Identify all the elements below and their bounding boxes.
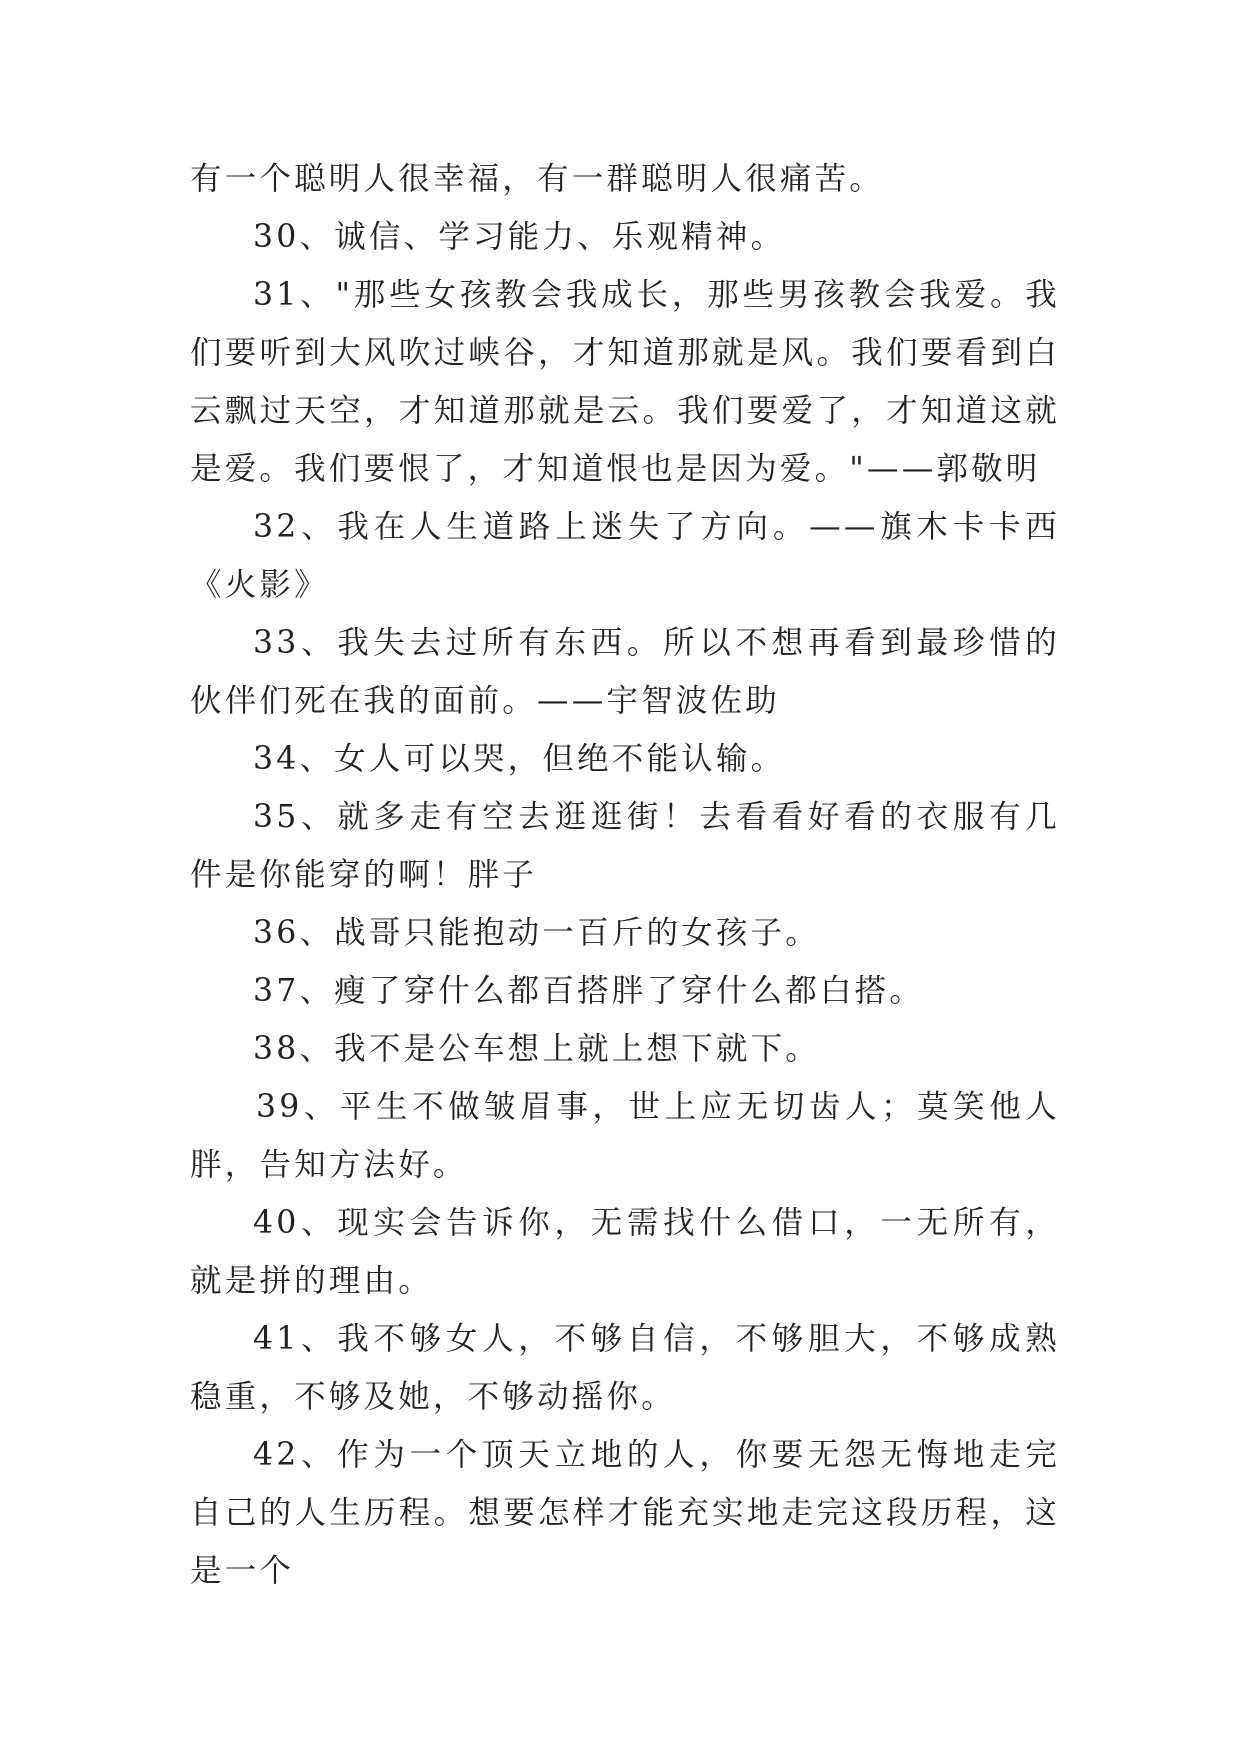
paragraph-38: 38、我不是公车想上就上想下就下。 [253, 1031, 820, 1067]
paragraph-continuation: 有一个聪明人很幸福，有一群聪明人很痛苦。 [190, 161, 885, 197]
paragraph-34: 34、女人可以哭，但绝不能认输。 [253, 741, 786, 777]
paragraph-31: 31、"那些女孩教会我成长，那些男孩教会我爱。我们要听到大风吹过峡谷，才知道那就是风。我们要看到白云飘过天空，才知道那就是云。我们要爱了，才知道这就是爱。我们要恨了，才知道恨也是因为爱。"——郭敬明 [190, 277, 1060, 487]
paragraph-30: 30、诚信、学习能力、乐观精神。 [253, 219, 786, 255]
paragraph-33: 33、我失去过所有东西。所以不想再看到最珍惜的伙伴们死在我的面前。——宇智波佐助 [190, 625, 1060, 719]
paragraph-35: 35、就多走有空去逛逛街！去看看好看的衣服有几件是你能穿的啊！胖子 [190, 799, 1060, 893]
document-body [190, 150, 1060, 1600]
paragraph-39: 39、平生不做皱眉事，世上应无切齿人；莫笑他人胖，告知方法好。 [190, 1089, 1060, 1183]
paragraph-41: 41、我不够女人，不够自信，不够胆大，不够成熟稳重，不够及她，不够动摇你。 [190, 1321, 1060, 1415]
paragraph-32: 32、我在人生道路上迷失了方向。——旗木卡卡西《火影》 [190, 509, 1060, 603]
paragraph-42: 42、作为一个顶天立地的人，你要无怨无悔地走完自己的人生历程。想要怎样才能充实地走完这段历程，这是一个 [190, 1437, 1060, 1589]
paragraph-40: 40、现实会告诉你，无需找什么借口，一无所有，就是拼的理由。 [190, 1205, 1060, 1299]
paragraph-37: 37、瘦了穿什么都百搭胖了穿什么都白搭。 [253, 973, 925, 1009]
paragraph-36: 36、战哥只能抱动一百斤的女孩子。 [253, 915, 820, 951]
